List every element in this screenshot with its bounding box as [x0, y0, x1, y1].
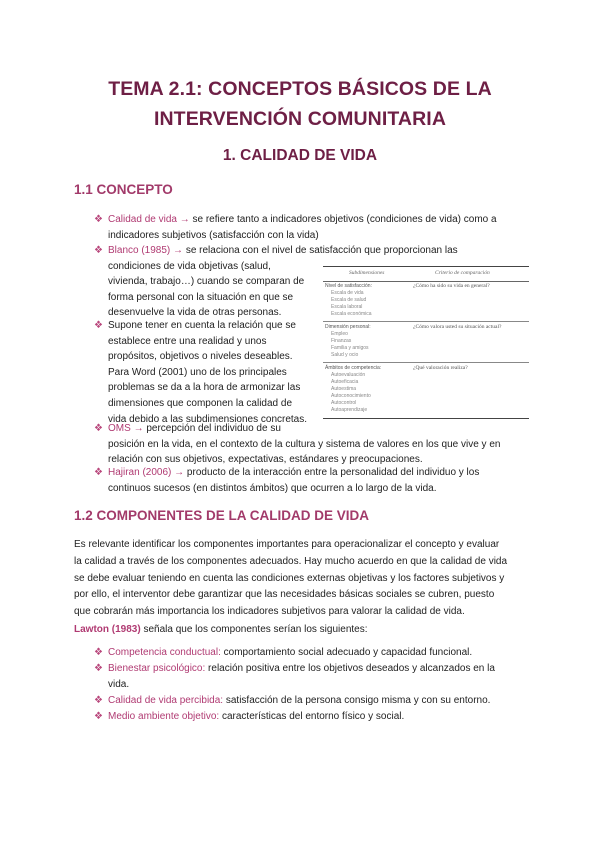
table-header [323, 266, 529, 282]
table-cell-sub: Escala económica [331, 311, 372, 317]
table-cell-sub: Finanzas [331, 338, 352, 344]
paragraph-line: que cobrarán más importancia los indicadores subjetivos para valorar la calidad de vida. [74, 606, 465, 618]
table-cell-sub: Salud y ocio [331, 352, 359, 358]
table-cell-sub: Escala de vida [331, 290, 364, 296]
bullet-diamond-icon: ❖ [94, 695, 103, 706]
bullet-text: se refiere tanto a indicadores objetivos (condiciones de vida) como a [189, 214, 497, 225]
bullet-diamond-icon: ❖ [94, 320, 103, 331]
bullet-diamond-icon: ❖ [94, 711, 103, 722]
bullet-text: características del entorno físico y social. [219, 711, 405, 722]
paragraph-line: por ello, el interventor debe garantizar que las necesidades básicas sociales se cubren, puesto [74, 589, 495, 601]
term-bienestar-psicologico: Bienestar psicológico: [108, 663, 206, 674]
section-heading-calidad-de-vida: 1. CALIDAD DE VIDA [222, 147, 378, 164]
table-cell-criterion: ¿Cómo valora usted su situación actual? [413, 324, 502, 330]
bullet-hajiran [94, 465, 538, 496]
subheading-componentes: 1.2 COMPONENTES DE LA CALIDAD DE VIDA [74, 508, 370, 523]
table-cell-sub: Empleo [331, 331, 348, 337]
bullet-text: relación positiva entre los objetivos deseados y alcanzados en la [205, 663, 495, 674]
arrow-icon: → [174, 467, 185, 478]
bullet-text-line: vida debido a las subdimensiones concretas. [108, 413, 308, 425]
bullet-text-line: Supone tener en cuenta la relación que se [108, 320, 296, 331]
arrow-icon: → [173, 245, 184, 256]
bullet-text-line: Para Word (2001) uno de los principales [108, 366, 287, 378]
title-line-2: INTERVENCIÓN COMUNITARIA [153, 108, 446, 130]
table-divider [323, 362, 529, 363]
paragraph-line: Es relevante identificar los componentes importantes para operacionalizar el concepto y evaluar [74, 539, 500, 550]
table-cell-sub: Autoeficacia [331, 379, 359, 385]
term-blanco: Blanco (1985) [108, 245, 171, 256]
bullet-diamond-icon: ❖ [94, 647, 103, 658]
paragraph-componentes [74, 537, 532, 621]
table-cell-criterion: ¿Cómo ha sido su vida en general? [413, 283, 490, 289]
bullet-text-line: establece entre una realidad y unos [108, 335, 267, 347]
bullet-text-line: forma personal con la situación en que se [108, 291, 294, 303]
table-cell-main: Nivel de satisfacción: [325, 283, 372, 289]
bullet-calidad-de-vida [94, 212, 538, 243]
bullet-text: satisfacción de la persona consigo misma y con su entorno. [223, 695, 491, 706]
bullet-text-line: vida. [108, 678, 130, 690]
table-bottom-rule [323, 418, 529, 419]
table-header-right: Criterio de comparación [435, 270, 490, 276]
bullet-diamond-icon: ❖ [94, 214, 103, 225]
bullet-diamond-icon: ❖ [94, 467, 103, 478]
table-cell-sub: Autoestima [331, 386, 357, 392]
table-cell-sub: Autoconocimiento [331, 393, 371, 399]
page-title [60, 74, 540, 134]
table-cell-sub: Autoevaluación [331, 372, 366, 378]
table-cell-main: Ámbitos de competencia: [325, 365, 382, 371]
term-calidad-de-vida: Calidad de vida [108, 214, 177, 225]
bullet-text-line: relación con sus objetivos, expectativas, estándares y preocupaciones. [108, 454, 423, 466]
bullet-text: percepción del individuo de su [143, 423, 281, 434]
bullet-text: producto de la interacción entre la personalidad del individuo y los [184, 467, 480, 478]
bullet-text-line: desenvuelve la vida de otras personas. [108, 307, 282, 319]
paragraph-lawton [74, 622, 532, 639]
bullet-text-line: vivienda, trabajo…) cuando se comparan de [108, 276, 305, 288]
bullet-text: comportamiento social adecuado y capacidad funcional. [220, 647, 473, 658]
subheading-concepto: 1.1 CONCEPTO [74, 182, 173, 197]
table-cell-main: Dimensión personal: [325, 324, 371, 330]
bullet-text-line: continuos sucesos (en distintos ámbitos) que ocurren a lo largo de la vida. [108, 482, 437, 494]
bullet-text-line: dimensiones que componen la calidad de [108, 397, 293, 409]
bullet-supone [94, 318, 323, 427]
paragraph-text: señala que los componentes serían los siguientes: [140, 624, 368, 635]
bullet-calidad-percibida [94, 693, 538, 709]
table-cell-sub: Autoaprendizaje [331, 407, 368, 413]
term-oms: OMS [108, 423, 131, 434]
table-cell-sub: Escala laboral [331, 304, 363, 310]
bullet-diamond-icon: ❖ [94, 423, 103, 434]
bullet-oms [94, 421, 538, 468]
table-cell-sub: Familia y amigos [331, 345, 369, 351]
bullet-text-line: posición en la vida, en el contexto de la cultura y sistema de valores en los que vive y en [108, 438, 501, 450]
paragraph-line: se debe evaluar teniendo en cuenta las condiciones externas objetivas y los factores subjetivos y [74, 572, 505, 584]
table-header-left: Subdimensiones [349, 270, 385, 276]
term-competencia-conductual: Competencia conductual: [108, 647, 221, 658]
paragraph-line: la calidad a través de los componentes adecuados. Hay mucho acuerdo en que la calidad de vida [74, 555, 508, 567]
term-hajiran: Hajiran (2006) [108, 467, 172, 478]
bullet-diamond-icon: ❖ [94, 245, 103, 256]
arrow-icon: → [133, 423, 144, 434]
table-cell-sub: Autocontrol [331, 400, 357, 406]
bullet-text: se relaciona con el nivel de satisfacción que proporcionan las [183, 245, 458, 256]
table-cell-criterion: ¿Qué valoración realiza? [413, 365, 468, 371]
bullet-text-line: problemas se da a la hora de armonizar las [108, 382, 301, 394]
bullet-text-line: indicadores subjetivos (satisfacción con la vida) [108, 229, 319, 241]
bullet-text-line: condiciones de vida objetivas (salud, [108, 260, 271, 272]
bullet-bienestar-psicologico [94, 661, 538, 692]
title-line-1: TEMA 2.1: CONCEPTOS BÁSICOS DE LA [108, 78, 492, 100]
table-divider [323, 321, 529, 322]
term-lawton: Lawton (1983) [74, 624, 141, 635]
bullet-medio-ambiente [94, 709, 538, 725]
term-calidad-percibida: Calidad de vida percibida: [108, 695, 224, 706]
term-medio-ambiente: Medio ambiente objetivo: [108, 711, 220, 722]
bullet-competencia-conductual [94, 645, 538, 661]
table-cell-sub: Escala de salud [331, 297, 367, 303]
arrow-icon: → [179, 214, 190, 225]
bullet-diamond-icon: ❖ [94, 663, 103, 674]
bullet-text-line: propósitos, objetivos o niveles deseables. [108, 351, 293, 363]
